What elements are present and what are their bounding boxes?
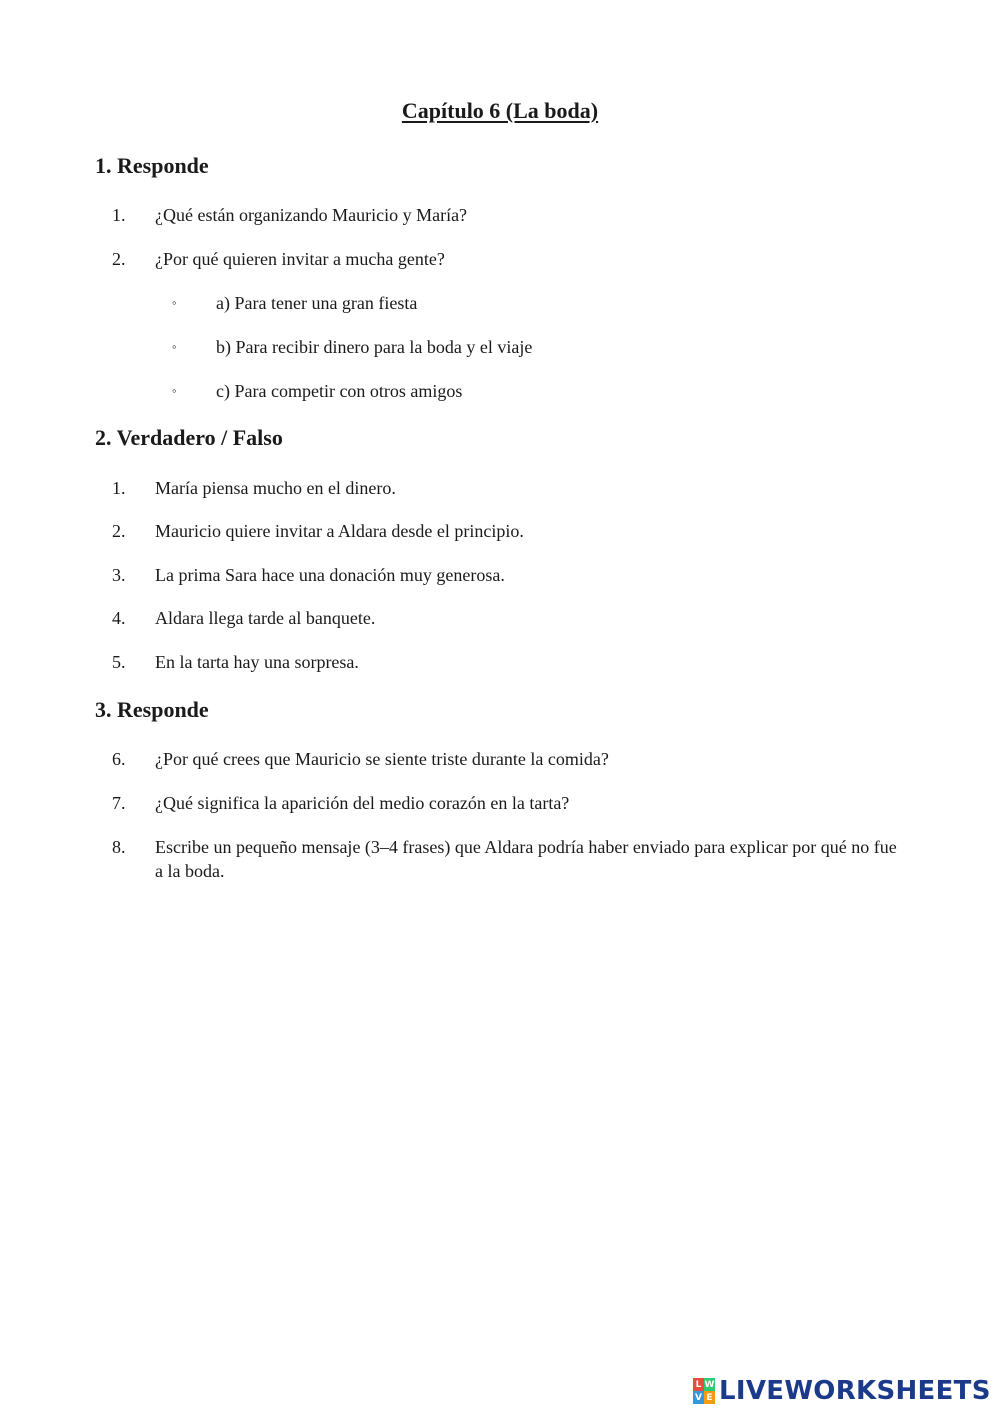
logo-mark-cell: V: [693, 1391, 704, 1404]
item-text: ¿Por qué crees que Mauricio se siente triste durante la comida?: [155, 749, 609, 769]
item-text: Aldara llega tarde al banquete.: [155, 608, 376, 628]
bullet-icon: ◦: [172, 339, 177, 354]
bullet-icon: ◦: [172, 383, 177, 398]
item-text: En la tarta hay una sorpresa.: [155, 652, 359, 672]
option-text: c) Para competir con otros amigos: [216, 381, 463, 401]
section-heading-3: 3. Responde: [95, 697, 209, 722]
section-heading-2: 2. Verdadero / Falso: [95, 425, 283, 450]
option-text: a) Para tener una gran fiesta: [216, 293, 418, 313]
item-text: María piensa mucho en el dinero.: [155, 478, 396, 498]
item-number: 2.: [112, 521, 126, 541]
item-text: ¿Qué están organizando Mauricio y María?: [155, 205, 468, 225]
liveworksheets-logo: [693, 1374, 991, 1408]
logo-mark-cell: E: [704, 1391, 715, 1404]
item-number: 5.: [112, 652, 126, 672]
document-title: Capítulo 6 (La boda): [401, 98, 599, 123]
item-number: 8.: [112, 837, 126, 857]
item-number: 3.: [112, 565, 126, 585]
logo-text: LIVEWORKSHEETS: [719, 1376, 991, 1406]
item-text: Mauricio quiere invitar a Aldara desde el principio.: [155, 521, 524, 541]
item-number: 2.: [112, 249, 126, 269]
item-text: La prima Sara hace una donación muy generosa.: [155, 565, 505, 585]
item-text: ¿Qué significa la aparición del medio corazón en la tarta?: [155, 793, 570, 813]
section-heading-1: 1. Responde: [95, 153, 209, 178]
item-number: 1.: [112, 478, 126, 498]
item-text: ¿Por qué quieren invitar a mucha gente?: [155, 249, 445, 269]
item-number: 7.: [112, 793, 126, 813]
bullet-icon: ◦: [172, 295, 177, 310]
logo-mark-icon: [693, 1378, 715, 1404]
logo-mark-cell: L: [693, 1378, 704, 1391]
item-number: 6.: [112, 749, 126, 769]
option-text: b) Para recibir dinero para la boda y el viaje: [216, 337, 533, 357]
item-number: 1.: [112, 205, 126, 225]
item-number: 4.: [112, 608, 126, 628]
logo-mark-cell: W: [704, 1379, 715, 1390]
item-text: Escribe un pequeño mensaje (3–4 frases) que Aldara podría haber enviado para explicar por qué no fue a la boda.: [155, 837, 897, 881]
